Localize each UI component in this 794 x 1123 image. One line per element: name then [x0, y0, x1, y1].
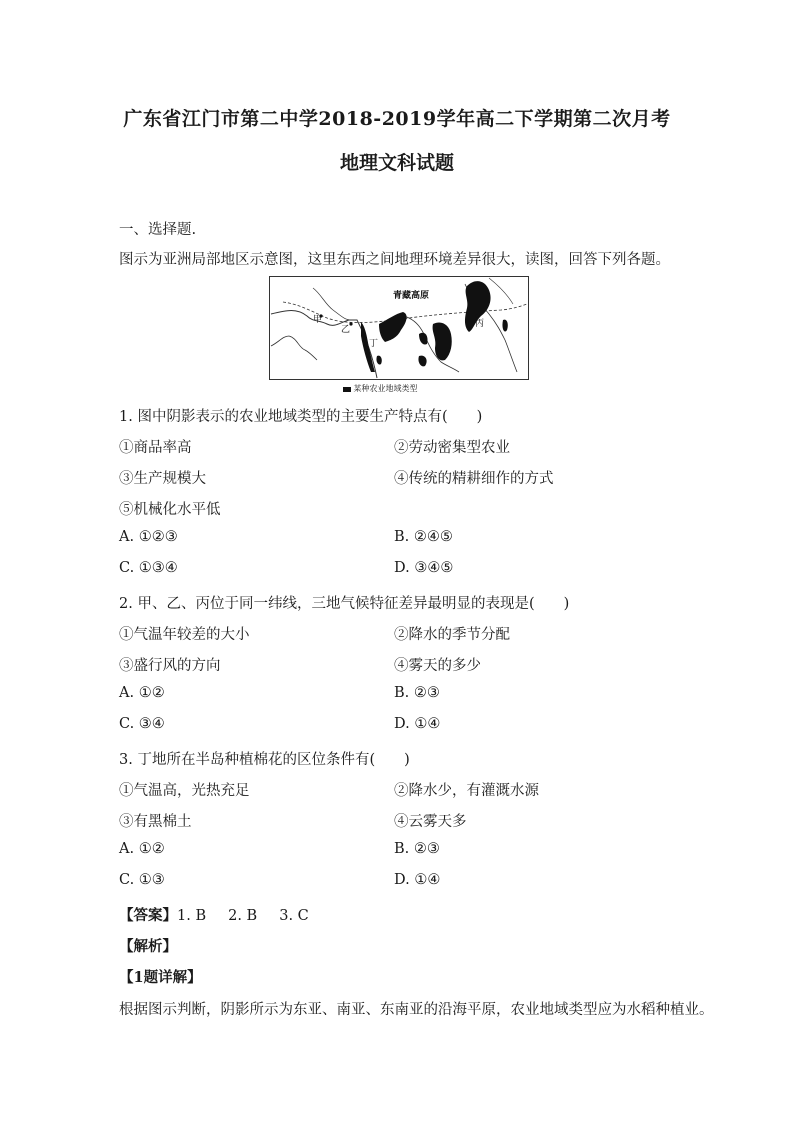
analysis-sub-heading: 【1题详解】 — [119, 969, 202, 986]
map-legend — [343, 383, 418, 394]
q3-option-3: ③有黑棉土 — [119, 814, 192, 830]
q2-choice-a: A. ①② — [119, 685, 165, 701]
q2-option-1: ①气温年较差的大小 — [119, 627, 250, 643]
marker-bing — [475, 314, 478, 317]
q1-stem: 1. 图中阴影表示的农业地域类型的主要生产特点有( ) — [119, 409, 483, 425]
q3-stem: 3. 丁地所在半岛种植棉花的区位条件有( ) — [119, 752, 410, 768]
q3-option-2: ②降水少，有灌溉水源 — [394, 783, 539, 799]
map-label-plateau: 青藏高原 — [393, 291, 430, 301]
q1-option-4: ④传统的精耕细作的方式 — [394, 471, 554, 487]
legend-swatch — [343, 387, 351, 392]
q2-stem: 2. 甲、乙、丙位于同一纬线，三地气候特征差异最明显的表现是( ) — [119, 596, 570, 612]
q1-choice-b: B. ②④⑤ — [394, 529, 453, 545]
shaded-area-philippines — [502, 320, 507, 332]
q2-choice-d: D. ①④ — [394, 716, 441, 732]
answer-item: 1. B — [177, 908, 207, 924]
q2-option-2: ②降水的季节分配 — [394, 627, 510, 643]
q1-option-2: ②劳动密集型农业 — [394, 440, 510, 456]
section-heading: 一、选择题. — [119, 222, 197, 238]
map-label-yi: 乙 — [341, 325, 351, 335]
marker-ding — [363, 344, 366, 347]
q3-choice-b: B. ②③ — [394, 841, 440, 857]
q3-choice-a: A. ①② — [119, 841, 165, 857]
title-line-1: 广东省江门市第二中学2018-2019学年高二下学期第二次月考 — [123, 108, 671, 130]
legend-text: 某种农业地域类型 — [353, 384, 418, 393]
q3-option-1: ①气温高，光热充足 — [119, 783, 250, 799]
asia-map — [269, 276, 529, 380]
map-label-ding: 丁 — [369, 339, 379, 349]
title-line-2: 地理文科试题 — [339, 152, 454, 174]
q1-choice-d: D. ③④⑤ — [394, 560, 454, 576]
answer-item: 2. B — [228, 908, 258, 924]
q1-option-5: ⑤机械化水平低 — [119, 502, 221, 518]
q1-option-3: ③生产规模大 — [119, 471, 206, 487]
q3-option-4: ④云雾天多 — [394, 814, 467, 830]
q1-choice-a: A. ①②③ — [119, 529, 178, 545]
map-label-bing: 丙 — [475, 319, 485, 329]
analysis-label: 【解析】 — [119, 938, 177, 955]
answer-item: 3. C — [279, 908, 309, 924]
map-label-jia: 甲 — [313, 315, 323, 325]
q2-choice-b: B. ②③ — [394, 685, 440, 701]
q3-choice-d: D. ①④ — [394, 872, 441, 888]
answer-label: 【答案】 — [119, 907, 177, 924]
q1-option-1: ①商品率高 — [119, 440, 192, 456]
answer-line — [119, 904, 331, 925]
q2-option-4: ④雾天的多少 — [394, 658, 481, 674]
q1-choice-c: C. ①③④ — [119, 560, 178, 576]
q2-choice-c: C. ③④ — [119, 716, 165, 732]
analysis-text: 根据图示判断，阴影所示为东亚、南亚、东南亚的沿海平原，农业地域类型应为水稻种植业。 — [119, 1002, 714, 1018]
q3-choice-c: C. ①③ — [119, 872, 165, 888]
intro-text: 图示为亚洲局部地区示意图，这里东西之间地理环境差异很大，读图，回答下列各题。 — [119, 252, 670, 268]
q2-option-3: ③盛行风的方向 — [119, 658, 221, 674]
